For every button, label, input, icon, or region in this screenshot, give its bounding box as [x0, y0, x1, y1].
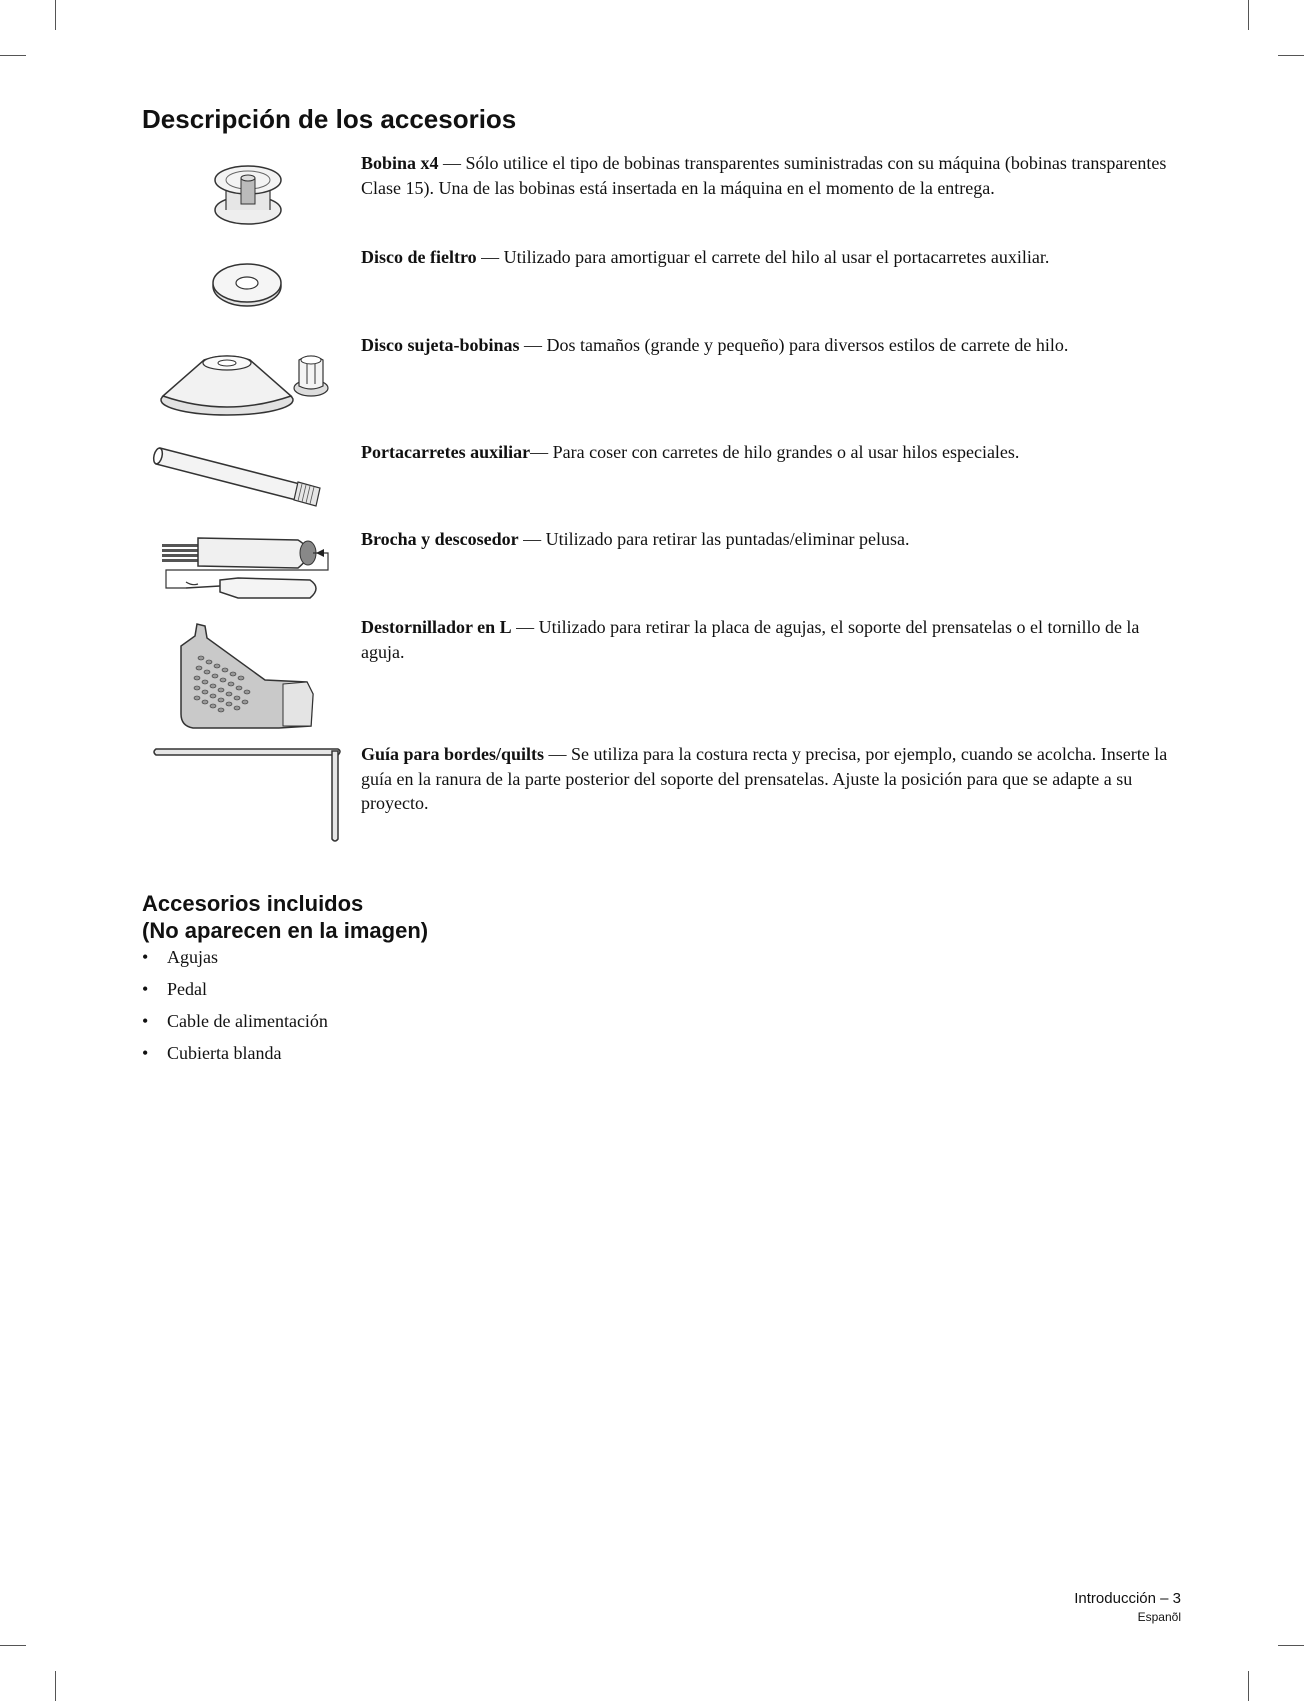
crop-mark [1278, 55, 1304, 56]
list-item [142, 977, 328, 1009]
crop-mark [55, 1671, 56, 1701]
accessory-edge-quilting-guide [361, 742, 1181, 816]
list-item-label: Pedal [167, 979, 207, 999]
accessory-name: Portacarretes auxiliar [361, 442, 531, 462]
bullet: • [142, 979, 149, 999]
accessory-description: Utilizado para amortiguar el carrete del hilo al usar el portacarretes auxiliar. [503, 247, 1050, 267]
crop-mark [0, 55, 26, 56]
bullet: • [142, 1043, 149, 1063]
included-heading [142, 890, 428, 944]
accessory-name: Brocha y descosedor [361, 529, 519, 549]
accessory-name: Bobina x4 [361, 153, 439, 173]
crop-mark [1278, 1645, 1304, 1646]
language-label: Espanõl [1137, 1610, 1181, 1624]
included-list [142, 945, 328, 1073]
spool-cap-icon [160, 346, 335, 424]
list-item [142, 945, 328, 977]
brush-seam-ripper-icon [158, 528, 338, 602]
bullet: • [142, 1011, 149, 1031]
list-item-label: Cable de alimentación [167, 1011, 328, 1031]
edge-quilting-guide-icon [152, 745, 342, 845]
page-footer [1074, 1589, 1181, 1625]
accessory-l-screwdriver [361, 615, 1181, 664]
crop-mark [1248, 0, 1249, 30]
page-number: Introducción – 3 [1074, 1590, 1181, 1607]
spool-pin-icon [152, 440, 342, 512]
accessory-name: Destornillador en L [361, 617, 512, 637]
bullet: • [142, 947, 149, 967]
included-heading-line2: (No aparecen en la imagen) [142, 918, 429, 943]
bobbin-icon [208, 160, 288, 234]
accessory-bobbin [361, 151, 1181, 200]
accessory-separator: — [511, 617, 539, 637]
crop-mark [55, 0, 56, 30]
accessory-name: Guía para bordes/quilts [361, 744, 545, 764]
list-item [142, 1009, 328, 1041]
accessory-name: Disco de fieltro [361, 247, 477, 267]
accessory-description: Se utiliza para la costura recta y precisa, por ejemplo, cuando se acolcha. Inserte la guía en la ranura de la parte posterior del soporte del prensatelas. Ajuste la posición para que se adapte a su proyecto. [361, 744, 1168, 813]
l-screwdriver-icon [175, 622, 315, 732]
crop-mark [1248, 1671, 1249, 1701]
list-item [142, 1041, 328, 1073]
accessory-spool-pin [361, 440, 1181, 465]
felt-disc-icon [209, 258, 285, 310]
accessory-separator: — [519, 335, 547, 355]
accessory-separator: — [544, 744, 572, 764]
accessory-spool-cap [361, 333, 1181, 358]
accessory-separator: — [476, 247, 504, 267]
page-title: Descripción de los accesorios [142, 104, 517, 134]
accessory-description: Dos tamaños (grande y pequeño) para diversos estilos de carrete de hilo. [546, 335, 1069, 355]
accessory-felt-disc [361, 245, 1181, 270]
accessory-description: Sólo utilice el tipo de bobinas transparentes suministradas con su máquina (bobinas transparentes Clase 15). Una de las bobinas está insertada en la máquina en el momento de la entrega. [361, 153, 1167, 198]
included-heading-line1: Accesorios incluidos [142, 891, 364, 916]
accessory-brush-seam-ripper [361, 527, 1181, 552]
accessory-separator: — [518, 529, 546, 549]
crop-mark [0, 1645, 26, 1646]
list-item-label: Agujas [167, 947, 218, 967]
list-item-label: Cubierta blanda [167, 1043, 282, 1063]
accessory-description: Utilizado para retirar la placa de agujas, el soporte del prensatelas o el tornillo de la aguja. [361, 617, 1140, 662]
accessory-description: Para coser con carretes de hilo grandes o al usar hilos especiales. [552, 442, 1020, 462]
accessory-name: Disco sujeta-bobinas [361, 335, 520, 355]
accessory-separator: — [438, 153, 466, 173]
accessory-description: Utilizado para retirar las puntadas/eliminar pelusa. [545, 529, 910, 549]
accessory-separator: — [530, 442, 553, 462]
